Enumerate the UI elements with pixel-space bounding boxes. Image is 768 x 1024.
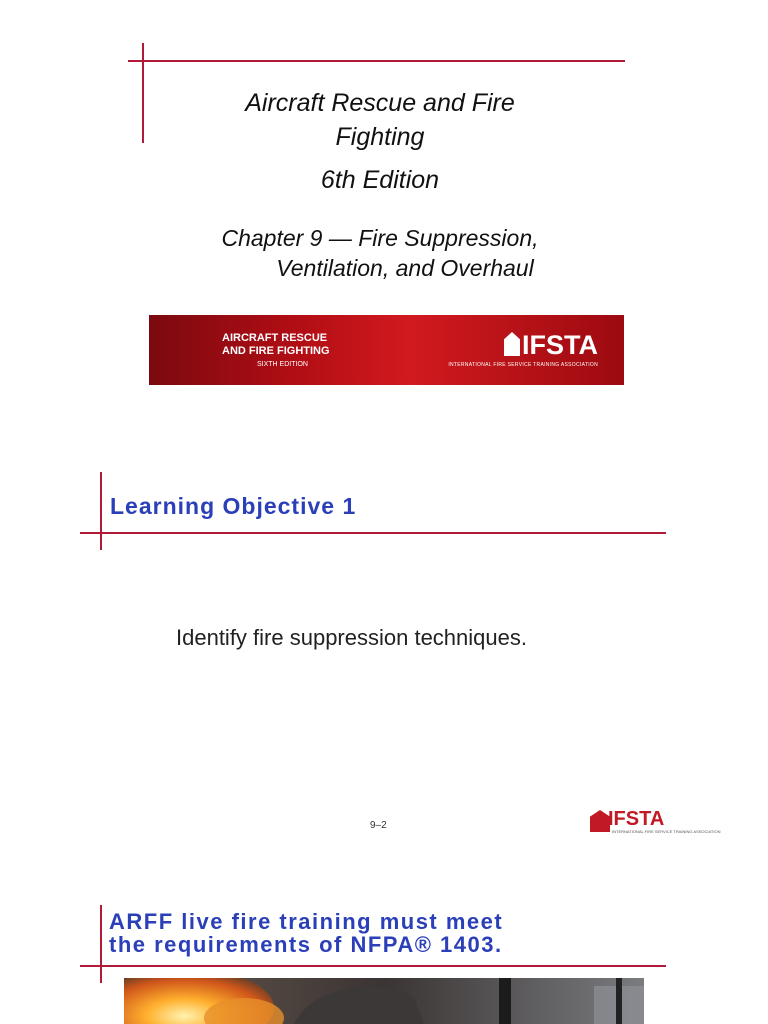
objective-rule-vertical <box>100 472 102 550</box>
learning-objective-heading: Learning Objective 1 <box>110 493 357 519</box>
ifsta-logo <box>504 331 598 359</box>
banner-line-2: AND FIRE FIGHTING <box>222 345 330 357</box>
page-number: 9–2 <box>370 820 387 831</box>
banner-line-1: AIRCRAFT RESCUE <box>222 332 328 344</box>
slide-title-line-2: Fighting <box>335 123 425 151</box>
ifsta-logo-text: IFSTA <box>522 330 598 360</box>
slide3-heading <box>109 910 503 956</box>
banner-text <box>222 332 330 371</box>
slide3-rule-horizontal <box>80 965 666 967</box>
ifsta-small-logo-subtitle: INTERNATIONAL FIRE SERVICE TRAINING ASSOCIATION <box>612 829 721 834</box>
fire-photo-illustration <box>124 978 644 1024</box>
book-banner <box>149 315 624 385</box>
banner-edition: SIXTH EDITION <box>257 361 308 368</box>
slide-edition: 6th Edition <box>320 166 440 194</box>
chapter-title-line-2: Ventilation, and Overhaul <box>276 255 534 281</box>
objective-rule-horizontal <box>80 532 666 534</box>
learning-objective-text: Identify fire suppression techniques. <box>176 625 527 650</box>
title-rule-horizontal <box>128 60 625 62</box>
ifsta-small-logo <box>590 808 721 834</box>
ifsta-logo-subtitle: INTERNATIONAL FIRE SERVICE TRAINING ASSOCIATION <box>448 362 598 368</box>
slide3-heading-line-1: ARFF live fire training must meet <box>109 909 504 934</box>
chapter-title-line-1: Chapter 9 — Fire Suppression, <box>221 225 539 251</box>
ifsta-small-logo-text: IFSTA <box>608 808 665 830</box>
slide-title-line-1: Aircraft Rescue and Fire <box>245 89 515 117</box>
flame-drop-icon <box>504 332 520 356</box>
slide3-heading-line-2: the requirements of NFPA® 1403. <box>109 932 503 957</box>
live-fire-training-photo <box>124 978 644 1024</box>
flame-drop-icon <box>590 810 610 832</box>
slide3-rule-vertical <box>100 905 102 983</box>
